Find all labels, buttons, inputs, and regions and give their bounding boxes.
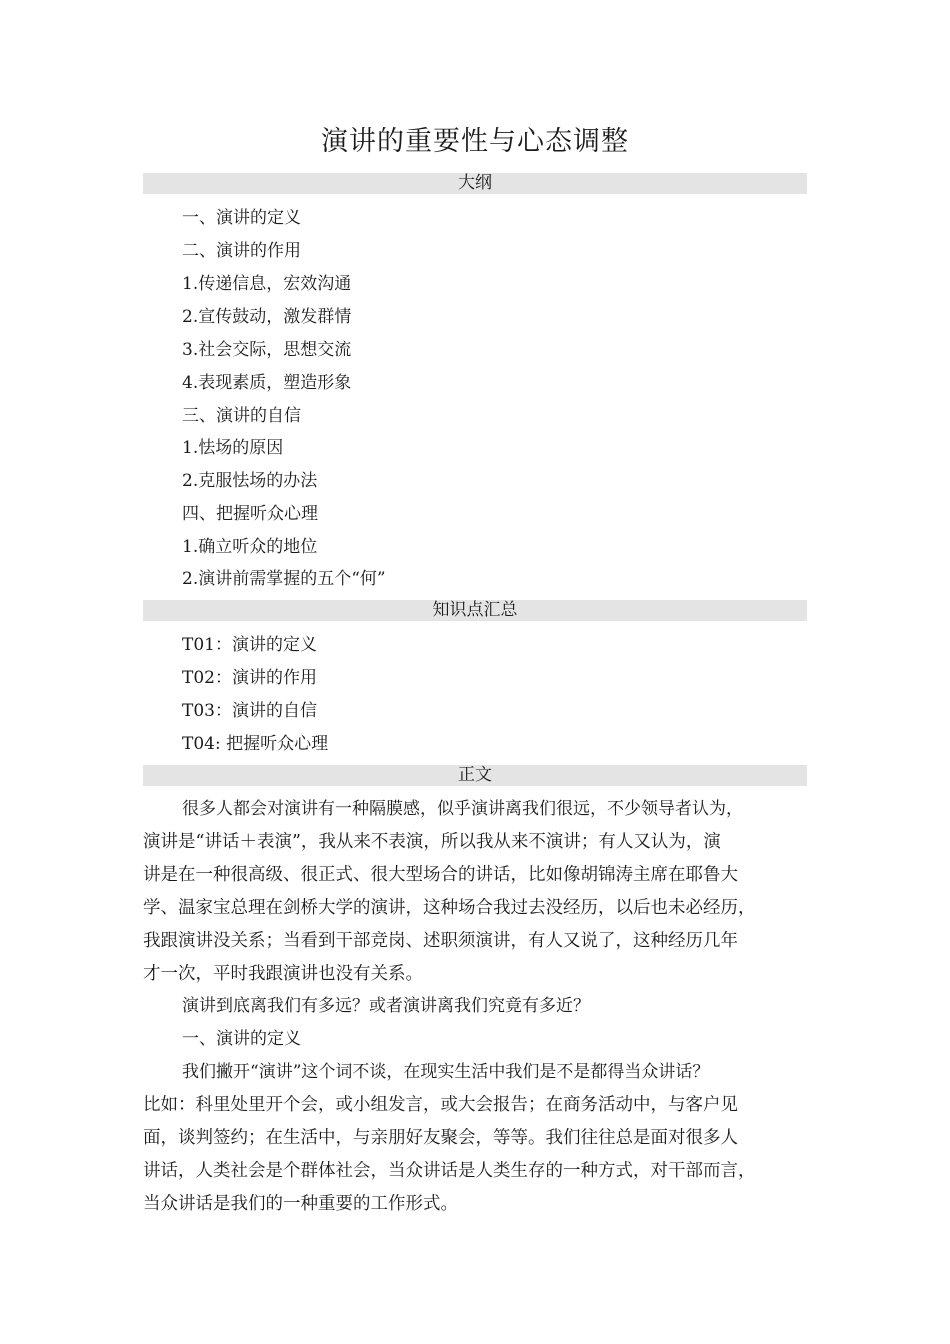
body-paragraph-line: 演讲是“讲话＋表演”，我从来不表演，所以我从来不演讲；有人又认为，演 <box>143 832 721 852</box>
body-paragraph-line: 当众讲话是我们的一种重要的工作形式。 <box>143 1194 458 1214</box>
outline-item: 1.怯场的原因 <box>182 438 284 458</box>
outline-item: 3.社会交际，思想交流 <box>182 340 352 360</box>
outline-item: 2.克服怯场的办法 <box>182 471 318 491</box>
body-paragraph-line: 我跟演讲没关系；当看到干部竞岗、述职须演讲，有人又说了，这种经历几年 <box>143 931 738 951</box>
section-header-body: 正文 <box>143 765 807 786</box>
knowledge-item: T03：演讲的自信 <box>182 701 317 721</box>
outline-item: 四、把握听众心理 <box>182 504 318 524</box>
body-paragraph-line: 很多人都会对演讲有一种隔膜感，似乎演讲离我们很远，不少领导者认为， <box>182 799 743 819</box>
section-header-outline: 大纲 <box>143 173 807 194</box>
outline-item: 1.确立听众的地位 <box>182 537 318 557</box>
outline-item: 2.演讲前需掌握的五个“何” <box>182 569 386 589</box>
page-title: 演讲的重要性与心态调整 <box>321 126 629 157</box>
body-paragraph-line: 讲话，人类社会是个群体社会，当众讲话是人类生存的一种方式，对干部而言， <box>143 1161 756 1181</box>
body-paragraph-line: 才一次，平时我跟演讲也没有关系。 <box>143 964 423 984</box>
body-heading: 一、演讲的定义 <box>182 1029 301 1049</box>
outline-item: 三、演讲的自信 <box>182 406 301 426</box>
body-paragraph: 演讲到底离我们有多远？或者演讲离我们究竟有多近？ <box>182 996 590 1016</box>
outline-item: 二、演讲的作用 <box>182 241 301 261</box>
outline-item: 一、演讲的定义 <box>182 208 301 228</box>
body-paragraph-line: 我们撇开“演讲”这个词不谈，在现实生活中我们是不是都得当众讲话？ <box>182 1062 710 1082</box>
body-paragraph-line: 面，谈判签约；在生活中，与亲朋好友聚会，等等。我们往往总是面对很多人 <box>143 1128 738 1148</box>
body-paragraph-line: 讲是在一种很高级、很正式、很大型场合的讲话，比如像胡锦涛主席在耶鲁大 <box>143 865 738 885</box>
body-paragraph-line: 学、温家宝总理在剑桥大学的演讲，这种场合我过去没经历，以后也未必经历， <box>143 898 756 918</box>
outline-item: 4.表现素质，塑造形象 <box>182 373 352 393</box>
knowledge-item: T01：演讲的定义 <box>182 635 317 655</box>
knowledge-item: T02：演讲的作用 <box>182 668 317 688</box>
outline-item: 2.宣传鼓动，激发群情 <box>182 307 352 327</box>
body-paragraph-line: 比如：科里处里开个会，或小组发言，或大会报告；在商务活动中，与客户见 <box>143 1095 738 1115</box>
knowledge-item: T04: 把握听众心理 <box>182 734 329 754</box>
outline-item: 1.传递信息，宏效沟通 <box>182 274 352 294</box>
section-header-knowledge: 知识点汇总 <box>143 600 807 621</box>
